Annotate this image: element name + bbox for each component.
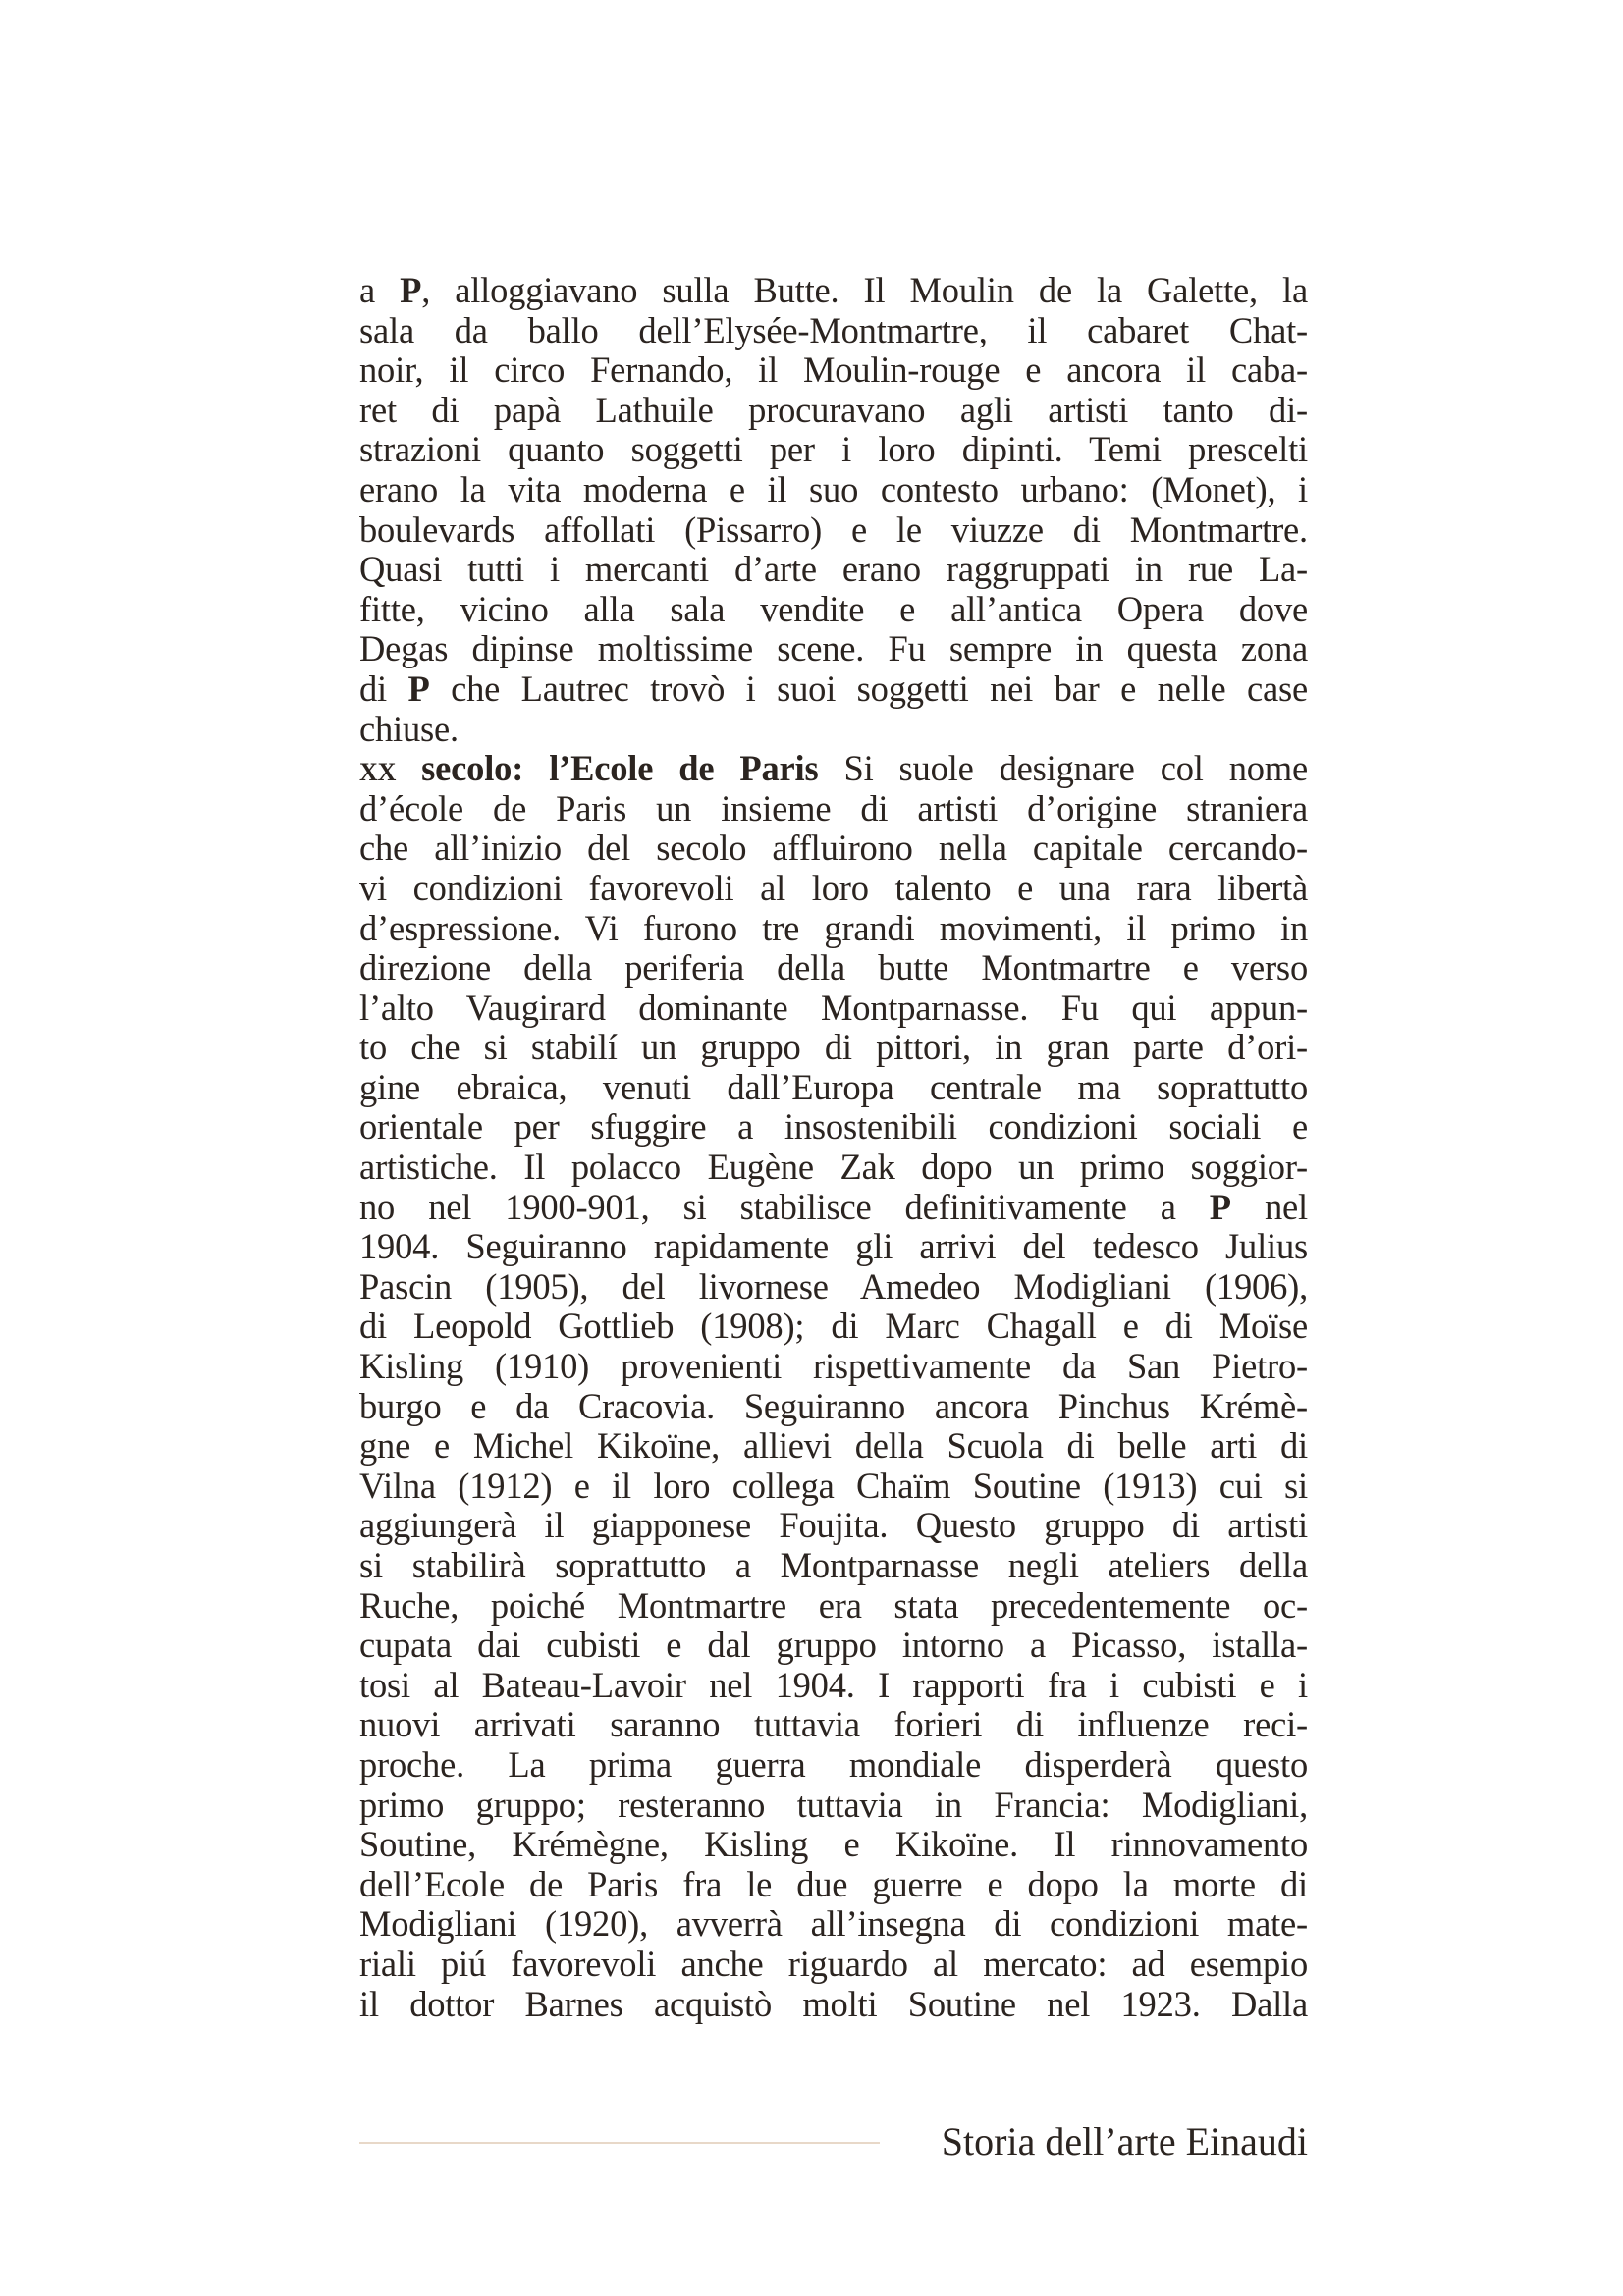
text-line [359, 1825, 1308, 1865]
text-span: Ruche, poiché Montmartre era stata precedentemente oc- [359, 1584, 1308, 1626]
text-span: nuovi arrivati saranno tuttavia forieri di influenze reci- [359, 1704, 1308, 1745]
text-line [359, 1745, 1308, 1786]
text-line [359, 1068, 1308, 1108]
text-span: Modigliani (1920), avverrà all’insegna di condizioni mate- [359, 1903, 1308, 1945]
text-span: Vilna (1912) e il loro collega Chaïm Soutine (1913) cui si [359, 1465, 1308, 1506]
text-line [359, 1426, 1308, 1467]
text-span: noir, il circo Fernando, il Moulin-rouge e ancora il caba- [359, 349, 1308, 391]
text-span: sala da ballo dell’Elysée-Montmartre, il cabaret Chat- [359, 309, 1308, 350]
text-line [359, 350, 1308, 391]
text-line [359, 1267, 1308, 1308]
text-span: a [359, 270, 401, 310]
text-span: fitte, vicino alla sala vendite e all’antica Opera dove [359, 588, 1308, 629]
text-span: Pascin (1905), del livornese Amedeo Modigliani (1906), [359, 1265, 1308, 1307]
text-line [359, 869, 1308, 909]
text-line [359, 430, 1308, 470]
text-span: l’alto Vaugirard dominante Montparnasse. Fu qui appun- [359, 987, 1308, 1028]
text-span: vi condizioni favorevoli al loro talento e una rara libertà [359, 867, 1308, 908]
text-line [359, 789, 1308, 829]
text-line [359, 590, 1308, 630]
text-line [359, 1387, 1308, 1427]
text-span: che all’inizio del secolo affluirono nella capitale cercando- [359, 828, 1308, 869]
text-span: d’école de Paris un insieme di artisti d’origine straniera [359, 787, 1308, 828]
bold-text: P [407, 667, 430, 709]
text-span: direzione della periferia della butte Montmartre e verso [359, 947, 1308, 988]
text-span: d’espressione. Vi furono tre grandi movimenti, il primo in [359, 907, 1308, 948]
text-line [359, 1107, 1308, 1148]
text-span: ret di papà Lathuile procuravano agli artisti tanto di- [359, 389, 1308, 430]
text-span: burgo e da Cracovia. Seguiranno ancora Pinchus Krémè- [359, 1385, 1308, 1426]
text-span: gne e Michel Kikoïne, allievi della Scuola di belle arti di [359, 1425, 1308, 1467]
page-body [359, 271, 1308, 2024]
bold-text: xx [359, 748, 397, 789]
footer-title: Storia dell’arte Einaudi [941, 2119, 1308, 2163]
text-span: Soutine, Krémègne, Kisling e Kikoïne. Il rinnovamento [359, 1824, 1308, 1865]
text-line [359, 948, 1308, 988]
text-span: Si suole designare col nome [818, 748, 1308, 789]
text-line [359, 629, 1308, 669]
text-line [359, 1786, 1308, 1826]
text-span: di Leopold Gottlieb (1908); di Marc Chagall e di Moïse [359, 1306, 1308, 1347]
text-span: cupata dai cubisti e dal gruppo intorno a Picasso, istalla- [359, 1625, 1308, 1666]
text-line [359, 510, 1308, 551]
text-line [359, 1307, 1308, 1347]
text-span: gine ebraica, venuti dall’Europa centrale ma soprattutto [359, 1066, 1308, 1107]
text-span: boulevards affollati (Pissarro) e le viuzze di Montmartre. [359, 508, 1308, 550]
text-line [359, 1904, 1308, 1945]
text-line [359, 311, 1308, 351]
page-footer [359, 2118, 1308, 2167]
text-line [359, 1985, 1308, 2025]
text-line [359, 1945, 1308, 1985]
text-line [359, 391, 1308, 431]
text-span: si stabilirà soprattutto a Montparnasse negli ateliers della [359, 1545, 1308, 1585]
text-span: Kisling (1910) provenienti rispettivamente da San Pietro- [359, 1346, 1308, 1387]
footer-rule [359, 2142, 880, 2144]
text-span: dell’Ecole de Paris fra le due guerre e dopo la morte di [359, 1863, 1308, 1904]
text-line [359, 988, 1308, 1029]
text-span: erano la vita moderna e il suo contesto urbano: (Monet), i [359, 468, 1308, 509]
text-line [359, 1467, 1308, 1507]
text-line [359, 1586, 1308, 1627]
text-line [359, 1227, 1308, 1267]
text-line [359, 1626, 1308, 1666]
text-span: orientale per sfuggire a insostenibili condizioni sociali e [359, 1106, 1308, 1148]
text-line [359, 749, 1308, 789]
text-span: aggiungerà il giapponese Foujita. Questo gruppo di artisti [359, 1505, 1308, 1546]
text-line [359, 1028, 1308, 1068]
text-line [359, 1148, 1308, 1188]
text-line [359, 909, 1308, 949]
text-span: Quasi tutti i mercanti d’arte erano raggruppati in rue La- [359, 549, 1308, 590]
text-span: Degas dipinse moltissime scene. Fu sempre in questa zona [359, 628, 1308, 669]
text-span: primo gruppo; resteranno tuttavia in Francia: Modigliani, [359, 1784, 1308, 1825]
text-span: no nel 1900-901, si stabilisce definitivamente a [359, 1186, 1210, 1227]
text-line [359, 1546, 1308, 1586]
text-span: artistiche. Il polacco Eugène Zak dopo un primo soggior- [359, 1147, 1308, 1188]
text-block [359, 271, 1308, 2024]
text-line [359, 271, 1308, 311]
text-span: nel [1230, 1186, 1308, 1227]
text-span: tosi al Bateau-Lavoir nel 1904. I rapporti fra i cubisti e i [359, 1664, 1308, 1705]
text-line [359, 470, 1308, 510]
text-span: proche. La prima guerra mondiale disperderà questo [359, 1743, 1308, 1785]
text-line [359, 1188, 1308, 1228]
text-span: che Lautrec trovò i suoi soggetti nei bar e nelle case [429, 667, 1308, 709]
text-line [359, 828, 1308, 869]
text-span: , alloggiavano sulla Butte. Il Moulin de la Galette, la [421, 270, 1308, 310]
text-line [359, 710, 1308, 750]
text-line [359, 1865, 1308, 1905]
text-span: riali piú favorevoli anche riguardo al mercato: ad esempio [359, 1943, 1308, 1984]
bold-text: P [1209, 1186, 1231, 1227]
text-line [359, 669, 1308, 710]
bold-text: secolo: l’Ecole de Paris [396, 748, 819, 789]
text-line [359, 1705, 1308, 1745]
text-span: strazioni quanto soggetti per i loro dipinti. Temi prescelti [359, 429, 1308, 470]
text-span: to che si stabilí un gruppo di pittori, in gran parte d’ori- [359, 1027, 1308, 1068]
text-line [359, 1506, 1308, 1546]
text-line [359, 1666, 1308, 1706]
text-span: il dottor Barnes acquistò molti Soutine nel 1923. Dalla [359, 1983, 1308, 2024]
text-span: 1904. Seguiranno rapidamente gli arrivi del tedesco Julius [359, 1226, 1308, 1267]
text-span: di [359, 667, 408, 709]
text-line [359, 550, 1308, 590]
text-line [359, 1347, 1308, 1387]
bold-text: P [400, 270, 422, 310]
text-span: chiuse. [359, 708, 459, 749]
